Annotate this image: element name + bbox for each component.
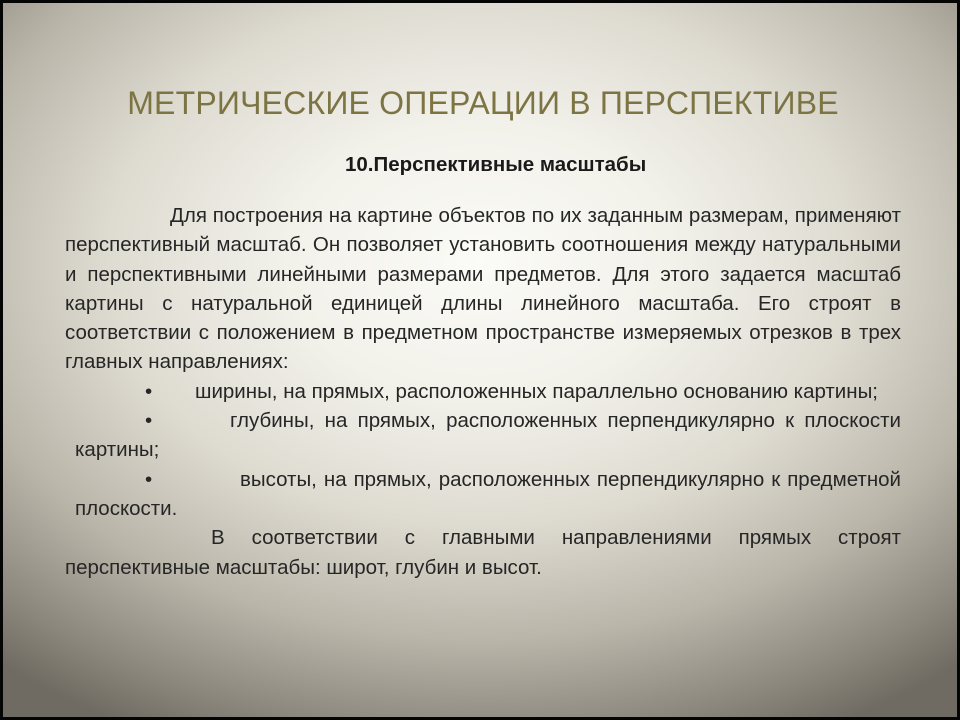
intro-paragraph: Для построения на картине объектов по их заданным размерам, применяют перспективный масштаб. Он позволяет установить соотношения между натуральными и перспективными линейными размерами предметов. Для этого задается масштаб картины с натуральной единицей длины линейного масштаба. Его строят в соответствии с положением в предметном пространстве измеряемых отрезков в трех главных направлениях: [65,204,901,374]
bullet-item [65,465,901,524]
closing-paragraph: В соответствии с главными направлениями прямых строят перспективные масштабы: широт, глубин и высот. [65,526,901,579]
bullet-text: ширины, на прямых, расположенных параллельно основанию картины; [195,379,879,403]
bullet-icon: • [145,467,153,491]
section-heading: 10.Перспективные масштабы [345,153,647,176]
bullet-item [65,406,901,465]
bullet-text: высоты, на прямых, расположенных перпендикулярно к предметной плоскости. [75,467,901,520]
bullet-text: глубины, на прямых, расположенных перпендикулярно к плоскости картины; [75,409,901,462]
bullet-icon: • [145,409,153,433]
bullet-icon: • [145,379,153,403]
bullet-item [65,377,901,406]
slide-body [65,201,901,582]
slide-title: МЕТРИЧЕСКИЕ ОПЕРАЦИИ В ПЕРСПЕКТИВЕ [127,85,839,121]
